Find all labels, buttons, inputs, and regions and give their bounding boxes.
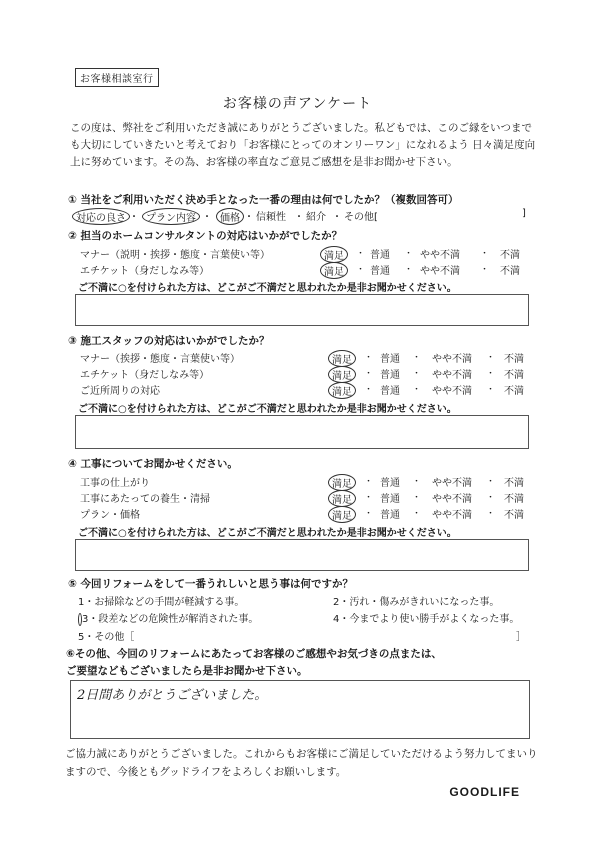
q6-comment-box[interactable] xyxy=(70,680,530,739)
scale-dissatisfied[interactable]: 不満 xyxy=(504,354,524,365)
q4-row-label: 工事の仕上がり xyxy=(80,478,150,489)
q2-note: ご不満に○を付けられた方は、どこがご不満だと思われたか是非お聞かせください。 xyxy=(78,283,457,294)
scale-dissatisfied[interactable]: 不満 xyxy=(504,510,524,521)
q6-label-2: ご要望などもございましたら是非お聞かせ下さい。 xyxy=(66,665,308,677)
scale-satisfied[interactable]: 満足 xyxy=(320,262,348,279)
q1-option-2[interactable]: プラン内容 xyxy=(142,208,200,225)
scale-satisfied[interactable]: 満足 xyxy=(328,382,356,399)
scale-row: 満足 ・ 普通 ・ やや不満 ・ 不満 xyxy=(320,262,540,278)
q2-label: ② 担当のホームコンサルタントの対応はいかがでしたか？ xyxy=(68,230,343,242)
q5-option-3-label: 3・段差などの危険性が解消された事。 xyxy=(82,614,259,625)
scale-satisfied[interactable]: 満足 xyxy=(328,350,356,367)
q3-row-label: エチケット（身だしなみ等） xyxy=(80,370,210,381)
scale-normal[interactable]: 普通 xyxy=(380,386,400,397)
q1-option-4[interactable]: 信頼性 xyxy=(256,212,286,223)
q1-sep: ・ xyxy=(244,212,254,223)
q2-scales xyxy=(320,244,540,280)
scale-normal[interactable]: 普通 xyxy=(380,478,400,489)
q2-row-label: エチケット（身だしなみ等） xyxy=(80,266,210,277)
scale-row: 満足 ・ 普通 ・ やや不満 ・ 不満 xyxy=(320,246,540,262)
q5-option-5-close: ］ xyxy=(516,632,526,643)
scale-normal[interactable]: 普通 xyxy=(370,250,390,261)
scale-somewhat-dissatisfied[interactable]: やや不満 xyxy=(432,510,472,521)
scale-dissatisfied[interactable]: 不満 xyxy=(500,250,520,261)
scale-normal[interactable]: 普通 xyxy=(370,266,390,277)
scale-normal[interactable]: 普通 xyxy=(380,494,400,505)
q1-sep: ・ xyxy=(129,212,139,223)
q3-row-label: マナー（挨拶・態度・言葉使い等） xyxy=(80,354,240,365)
q3-row-label: ご近所周りの対応 xyxy=(80,386,160,397)
q1-option-3[interactable]: 価格 xyxy=(216,208,244,225)
q5-label: ⑤ 今回リフォームをして一番うれしいと思う事は何ですか？ xyxy=(68,578,354,590)
q1-label: ① 当社をご利用いただく決め手となった一番の理由は何でしたか？（複数回答可） xyxy=(68,194,459,206)
q6-label: ⑥その他、今回のリフォームにあたってお客様のご感想やお気づきの点または、 xyxy=(66,648,442,660)
scale-satisfied[interactable]: 満足 xyxy=(328,366,356,383)
scale-somewhat-dissatisfied[interactable]: やや不満 xyxy=(420,250,460,261)
q1-bracket-close: ] xyxy=(522,208,526,219)
scale-somewhat-dissatisfied[interactable]: やや不満 xyxy=(432,478,472,489)
q1-option-5[interactable]: 紹介 xyxy=(306,212,326,223)
q1-option-1[interactable]: 対応の良さ xyxy=(72,208,130,225)
q3-note: ご不満に○を付けられた方は、どこがご不満だと思われたか是非お聞かせください。 xyxy=(78,404,457,415)
q4-label: ④ 工事についてお聞かせください。 xyxy=(68,458,238,470)
scale-dissatisfied[interactable]: 不満 xyxy=(504,370,524,381)
scale-dissatisfied[interactable]: 不満 xyxy=(504,494,524,505)
q1-option-6[interactable]: その他[ xyxy=(344,212,378,223)
intro-text: この度は、弊社をご利用いただき誠にありがとうございました。私どもでは、このご縁をいつまでも大切にしていきたいと考えており「お客様にとってのオンリーワン」になれるよう 日々満足度向上に努めています。その為、お客様の率直なご意見ご感想を是非お聞かせ下さい。 xyxy=(70,122,536,168)
q3-scales xyxy=(328,348,538,400)
q4-comment-box[interactable] xyxy=(75,539,529,571)
scale-dissatisfied[interactable]: 不満 xyxy=(504,478,524,489)
q2-comment-box[interactable] xyxy=(75,294,529,326)
scale-row: 満足 ・ 普通 ・ やや不満 ・ 不満 xyxy=(328,506,538,522)
scale-somewhat-dissatisfied[interactable]: やや不満 xyxy=(432,494,472,505)
scale-somewhat-dissatisfied[interactable]: やや不満 xyxy=(420,266,460,277)
q3-comment-box[interactable] xyxy=(75,415,529,449)
q4-scales xyxy=(328,472,538,524)
q4-row-label: 工事にあたっての養生・清掃 xyxy=(80,494,210,505)
q5-option-1[interactable]: 1・お掃除などの手間が軽減する事。 xyxy=(78,597,245,608)
q1-options xyxy=(72,208,532,224)
scale-normal[interactable]: 普通 xyxy=(380,370,400,381)
scale-dissatisfied[interactable]: 不満 xyxy=(500,266,520,277)
q1-sep: ・ xyxy=(332,212,342,223)
scale-somewhat-dissatisfied[interactable]: やや不満 xyxy=(432,354,472,365)
q5-option-2[interactable]: 2・汚れ・傷みがきれいになった事。 xyxy=(333,597,500,608)
scale-dissatisfied[interactable]: 不満 xyxy=(504,386,524,397)
q3-label: ③ 施工スタッフの対応はいかがでしたか？ xyxy=(68,335,270,347)
q5-option-3[interactable] xyxy=(78,610,258,625)
q1-sep: ・ xyxy=(202,212,212,223)
q4-note: ご不満に○を付けられた方は、どこがご不満だと思われたか是非お聞かせください。 xyxy=(78,528,457,539)
q4-row-label: プラン・価格 xyxy=(80,510,140,521)
scale-row: 満足 ・ 普通 ・ やや不満 ・ 不満 xyxy=(328,490,538,506)
q2-row-label: マナー（説明・挨拶・態度・言葉使い等） xyxy=(80,250,270,261)
scale-row: 満足 ・ 普通 ・ やや不満 ・ 不満 xyxy=(328,382,538,398)
scale-somewhat-dissatisfied[interactable]: やや不満 xyxy=(432,386,472,397)
q6-handwritten-answer: 2日間ありがとうございました。 xyxy=(77,688,268,703)
scale-satisfied[interactable]: 満足 xyxy=(328,490,356,507)
q5-option-5[interactable]: 5・その他［ xyxy=(78,632,135,643)
header-tag: お客様相談室行 xyxy=(75,68,159,87)
scale-somewhat-dissatisfied[interactable]: やや不満 xyxy=(432,370,472,381)
scale-satisfied[interactable]: 満足 xyxy=(320,246,348,263)
scale-satisfied[interactable]: 満足 xyxy=(328,474,356,491)
closing-text: ご協力誠にありがとうございました。これからもお客様にご満足していただけるよう努力してまいりますので、今後ともグッドライフをよろしくお願いします。 xyxy=(65,748,538,778)
scale-row: 満足 ・ 普通 ・ やや不満 ・ 不満 xyxy=(328,366,538,382)
goodlife-logo: GOODLIFE xyxy=(449,785,520,799)
scale-row: 満足 ・ 普通 ・ やや不満 ・ 不満 xyxy=(328,474,538,490)
q5-option-4[interactable]: 4・今までより使い勝手がよくなった事。 xyxy=(333,614,520,625)
q1-sep: ・ xyxy=(294,212,304,223)
scale-satisfied[interactable]: 満足 xyxy=(328,506,356,523)
scale-normal[interactable]: 普通 xyxy=(380,354,400,365)
page-title: お客様の声アンケート xyxy=(222,96,373,112)
scale-row: 満足 ・ 普通 ・ やや不満 ・ 不満 xyxy=(328,350,538,366)
scale-normal[interactable]: 普通 xyxy=(380,510,400,521)
